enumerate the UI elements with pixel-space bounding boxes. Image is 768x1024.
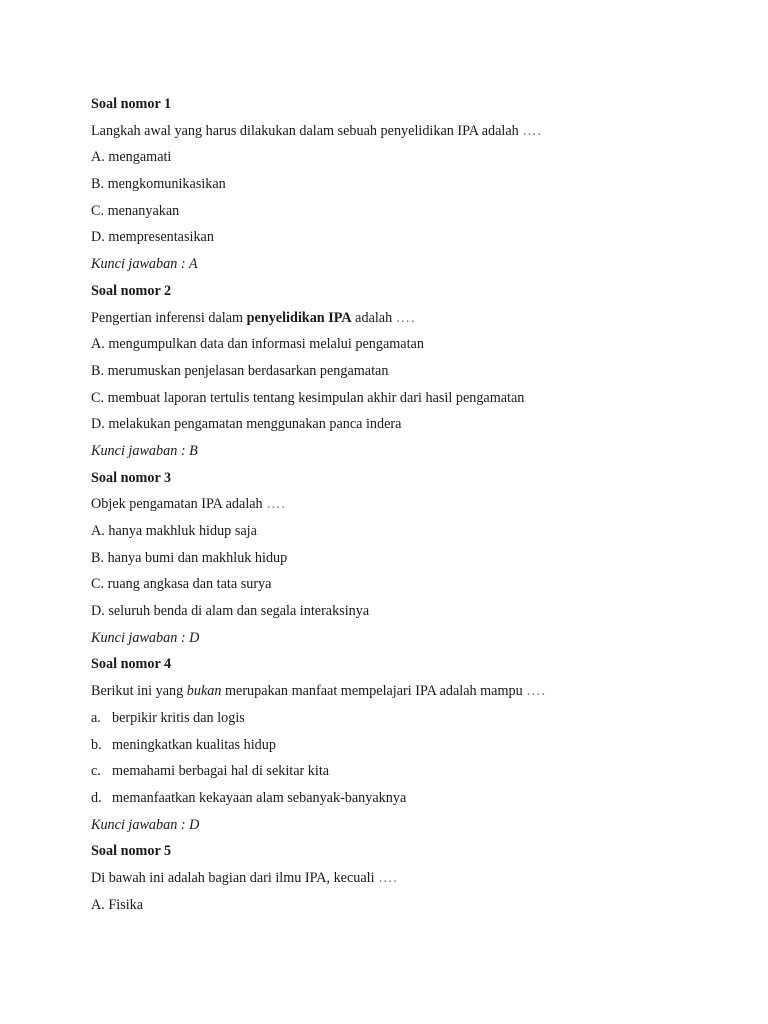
- question-heading: Soal nomor 2: [91, 282, 172, 299]
- question-heading: Soal nomor 4: [91, 656, 172, 673]
- ellipsis: ….: [395, 309, 416, 326]
- question-stem: Objek pengamatan IPA adalah ….: [91, 496, 286, 513]
- option-b: B. hanya bumi dan makhluk hidup: [91, 549, 288, 566]
- option-d: D. mempresentasikan: [91, 229, 214, 246]
- option-c: c. memahami berbagai hal di sekitar kita: [91, 763, 330, 780]
- question-2: [91, 278, 711, 465]
- emphasis-italic: bukan: [186, 683, 222, 700]
- emphasis-bold: penyelidikan IPA: [246, 309, 352, 326]
- option-a: a. berpikir kritis dan logis: [91, 709, 245, 726]
- option-b: b. meningkatkan kualitas hidup: [91, 736, 276, 753]
- question-3: [91, 465, 711, 652]
- question-stem: Berikut ini yang bukan merupakan manfaat mempelajari IPA adalah mampu ….: [91, 683, 546, 700]
- ellipsis: ….: [266, 496, 286, 513]
- answer-key: Kunci jawaban : B: [91, 442, 198, 459]
- question-1: [91, 91, 711, 278]
- question-stem: Pengertian inferensi dalam penyelidikan IPA adalah ….: [91, 309, 416, 326]
- option-a: A. hanya makhluk hidup saja: [91, 523, 257, 539]
- option-b: B. merumuskan penjelasan berdasarkan pengamatan: [91, 362, 389, 379]
- ellipsis: ….: [526, 683, 546, 700]
- question-heading: Soal nomor 1: [91, 96, 172, 112]
- option-a: A. Fisika: [91, 896, 144, 913]
- answer-key: Kunci jawaban : A: [91, 256, 198, 273]
- ellipsis: ….: [522, 122, 543, 139]
- option-a: A. mengumpulkan data dan informasi melalui pengamatan: [91, 336, 424, 353]
- option-c: C. membuat laporan tertulis tentang kesimpulan akhir dari hasil pengamatan: [91, 389, 525, 406]
- option-d: D. seluruh benda di alam dan segala interaksinya: [91, 603, 370, 620]
- question-stem: Di bawah ini adalah bagian dari ilmu IPA, kecuali ….: [91, 869, 398, 886]
- question-heading: Soal nomor 3: [91, 469, 172, 486]
- answer-key: Kunci jawaban : D: [91, 629, 200, 646]
- question-heading: Soal nomor 5: [91, 843, 172, 860]
- ellipsis: ….: [378, 869, 398, 886]
- option-c: C. menanyakan: [91, 202, 180, 219]
- answer-key: Kunci jawaban : D: [91, 816, 200, 833]
- question-4: [91, 651, 711, 838]
- option-c: C. ruang angkasa dan tata surya: [91, 576, 272, 593]
- option-d: D. melakukan pengamatan menggunakan panca indera: [91, 416, 402, 433]
- option-a: A. mengamati: [91, 149, 172, 166]
- question-5: [91, 838, 711, 918]
- option-b: B. mengkomunikasikan: [91, 176, 226, 193]
- document-page: [91, 91, 711, 918]
- question-stem: Langkah awal yang harus dilakukan dalam sebuah penyelidikan IPA adalah ….: [91, 122, 543, 139]
- option-d: d. memanfaatkan kekayaan alam sebanyak-banyaknya: [91, 789, 407, 806]
